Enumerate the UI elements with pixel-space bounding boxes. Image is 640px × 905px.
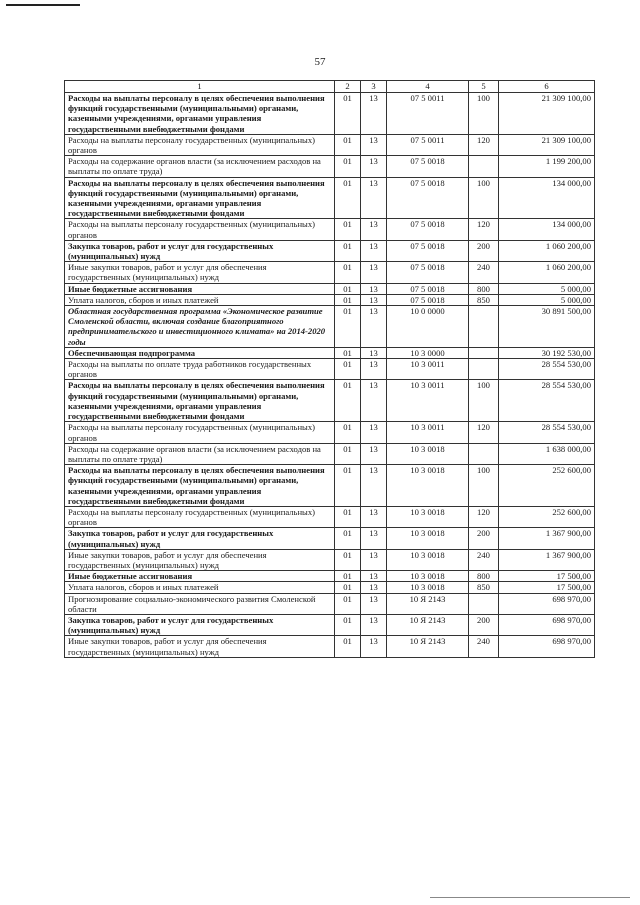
page-number: 57: [314, 56, 326, 68]
cell-expense-type: 200: [469, 528, 499, 549]
cell-expense-type: 120: [469, 506, 499, 527]
cell-target-article: 10 3 0018: [387, 582, 469, 593]
cell-target-article: 10 3 0011: [387, 380, 469, 422]
cell-name: Иные бюджетные ассигнования: [65, 283, 335, 294]
cell-expense-type: 240: [469, 636, 499, 657]
table-row: [65, 422, 595, 443]
cell-section: 01: [335, 593, 361, 614]
cell-amount: 134 000,00: [499, 219, 595, 240]
top-rule: [6, 4, 80, 6]
cell-name: Иные закупки товаров, работ и услуг для обеспечения государственных (муниципальных) нужд: [65, 262, 335, 283]
cell-name: Расходы на выплаты персоналу государственных (муниципальных) органов: [65, 422, 335, 443]
cell-subsection: 13: [361, 380, 387, 422]
cell-name: Расходы на выплаты персоналу государственных (муниципальных) органов: [65, 134, 335, 155]
cell-name: Закупка товаров, работ и услуг для государственных (муниципальных) нужд: [65, 528, 335, 549]
cell-amount: 252 600,00: [499, 506, 595, 527]
cell-name: Обеспечивающая подпрограмма: [65, 347, 335, 358]
cell-expense-type: 200: [469, 240, 499, 261]
cell-subsection: 13: [361, 549, 387, 570]
cell-subsection: 13: [361, 422, 387, 443]
table-row: [65, 380, 595, 422]
cell-amount: 698 970,00: [499, 636, 595, 657]
cell-section: 01: [335, 347, 361, 358]
cell-subsection: 13: [361, 134, 387, 155]
cell-amount: 1 060 200,00: [499, 240, 595, 261]
cell-amount: 5 000,00: [499, 294, 595, 305]
cell-amount: 134 000,00: [499, 177, 595, 219]
cell-expense-type: 850: [469, 582, 499, 593]
cell-expense-type: 100: [469, 93, 499, 135]
cell-section: 01: [335, 359, 361, 380]
cell-amount: 30 192 530,00: [499, 347, 595, 358]
table-row: [65, 506, 595, 527]
table-row: [65, 306, 595, 348]
cell-expense-type: 240: [469, 549, 499, 570]
table-row: [65, 240, 595, 261]
table-row: [65, 134, 595, 155]
budget-table: [64, 80, 595, 658]
cell-amount: 698 970,00: [499, 614, 595, 635]
cell-section: 01: [335, 549, 361, 570]
cell-amount: 21 309 100,00: [499, 93, 595, 135]
cell-expense-type: 800: [469, 283, 499, 294]
cell-section: 01: [335, 443, 361, 464]
cell-section: 01: [335, 294, 361, 305]
cell-name: Уплата налогов, сборов и иных платежей: [65, 582, 335, 593]
cell-target-article: 10 3 0011: [387, 359, 469, 380]
cell-expense-type: 100: [469, 177, 499, 219]
cell-subsection: 13: [361, 347, 387, 358]
cell-expense-type: [469, 306, 499, 348]
cell-section: 01: [335, 262, 361, 283]
cell-amount: 21 309 100,00: [499, 134, 595, 155]
table-row: [65, 93, 595, 135]
cell-name: Закупка товаров, работ и услуг для государственных (муниципальных) нужд: [65, 614, 335, 635]
cell-section: 01: [335, 177, 361, 219]
cell-expense-type: 100: [469, 380, 499, 422]
cell-section: 01: [335, 240, 361, 261]
table-row: [65, 636, 595, 657]
cell-subsection: 13: [361, 636, 387, 657]
table-row: [65, 528, 595, 549]
bottom-rule: [430, 897, 630, 898]
cell-amount: 5 000,00: [499, 283, 595, 294]
cell-target-article: 07 5 0018: [387, 294, 469, 305]
cell-section: 01: [335, 283, 361, 294]
table-row: [65, 465, 595, 507]
cell-subsection: 13: [361, 283, 387, 294]
cell-expense-type: [469, 359, 499, 380]
cell-target-article: 10 Я 2143: [387, 636, 469, 657]
cell-name: Расходы на выплаты персоналу в целях обеспечения выполнения функций государственными (муниципальными) органами, казенными учреждениями, органами управления государственными внебюджетными фондами: [65, 380, 335, 422]
cell-expense-type: 850: [469, 294, 499, 305]
cell-target-article: 10 Я 2143: [387, 593, 469, 614]
cell-target-article: 07 5 0018: [387, 219, 469, 240]
cell-section: 01: [335, 582, 361, 593]
cell-expense-type: 200: [469, 614, 499, 635]
cell-expense-type: [469, 156, 499, 177]
cell-section: 01: [335, 614, 361, 635]
cell-target-article: 10 3 0018: [387, 549, 469, 570]
table-row: [65, 359, 595, 380]
cell-subsection: 13: [361, 177, 387, 219]
cell-subsection: 13: [361, 593, 387, 614]
cell-section: 01: [335, 219, 361, 240]
cell-amount: 28 554 530,00: [499, 380, 595, 422]
cell-target-article: 10 3 0000: [387, 347, 469, 358]
header-row: [65, 81, 595, 93]
cell-target-article: 07 5 0018: [387, 177, 469, 219]
cell-subsection: 13: [361, 294, 387, 305]
cell-name: Расходы на выплаты персоналу государственных (муниципальных) органов: [65, 219, 335, 240]
cell-name: Расходы на содержание органов власти (за исключением расходов на выплаты по оплате труда): [65, 156, 335, 177]
cell-name: Расходы на выплаты персоналу в целях обеспечения выполнения функций государственными (муниципальными) органами, казенными учреждениями, органами управления государственными внебюджетными фондами: [65, 177, 335, 219]
cell-subsection: 13: [361, 240, 387, 261]
cell-name: Иные бюджетные ассигнования: [65, 571, 335, 582]
cell-name: Расходы на выплаты персоналу в целях обеспечения выполнения функций государственными (муниципальными) органами, казенными учреждениями, органами управления государственными внебюджетными фондами: [65, 93, 335, 135]
table-row: [65, 614, 595, 635]
header-col-5: 5: [469, 81, 499, 93]
cell-target-article: 10 3 0018: [387, 443, 469, 464]
cell-name: Областная государственная программа «Экономическое развитие Смоленской области, включая создание благоприятного предпринимательского и инвестиционного климата» на 2014-2020 годы: [65, 306, 335, 348]
table-row: [65, 156, 595, 177]
cell-expense-type: [469, 347, 499, 358]
cell-amount: 1 199 200,00: [499, 156, 595, 177]
cell-amount: 30 891 500,00: [499, 306, 595, 348]
table-row: [65, 443, 595, 464]
cell-subsection: 13: [361, 528, 387, 549]
cell-target-article: 10 3 0018: [387, 571, 469, 582]
cell-target-article: 07 5 0018: [387, 240, 469, 261]
cell-section: 01: [335, 636, 361, 657]
cell-expense-type: 100: [469, 465, 499, 507]
table-row: [65, 593, 595, 614]
cell-expense-type: 800: [469, 571, 499, 582]
header-col-3: 3: [361, 81, 387, 93]
cell-target-article: 07 5 0011: [387, 93, 469, 135]
header-col-2: 2: [335, 81, 361, 93]
cell-target-article: 10 3 0018: [387, 465, 469, 507]
cell-subsection: 13: [361, 156, 387, 177]
cell-name: Иные закупки товаров, работ и услуг для обеспечения государственных (муниципальных) нужд: [65, 636, 335, 657]
cell-expense-type: 120: [469, 422, 499, 443]
cell-amount: 17 500,00: [499, 582, 595, 593]
cell-amount: 1 367 900,00: [499, 528, 595, 549]
cell-name: Уплата налогов, сборов и иных платежей: [65, 294, 335, 305]
table-body: [65, 93, 595, 658]
cell-section: 01: [335, 571, 361, 582]
cell-amount: 252 600,00: [499, 465, 595, 507]
cell-subsection: 13: [361, 465, 387, 507]
cell-name: Расходы на выплаты персоналу государственных (муниципальных) органов: [65, 506, 335, 527]
cell-subsection: 13: [361, 443, 387, 464]
cell-subsection: 13: [361, 614, 387, 635]
cell-name: Закупка товаров, работ и услуг для государственных (муниципальных) нужд: [65, 240, 335, 261]
cell-name: Расходы на содержание органов власти (за исключением расходов на выплаты по оплате труда): [65, 443, 335, 464]
table-header: [65, 81, 595, 93]
table-row: [65, 177, 595, 219]
cell-subsection: 13: [361, 506, 387, 527]
cell-expense-type: 120: [469, 134, 499, 155]
cell-section: 01: [335, 380, 361, 422]
header-col-6: 6: [499, 81, 595, 93]
cell-section: 01: [335, 93, 361, 135]
cell-expense-type: [469, 443, 499, 464]
cell-amount: 1 367 900,00: [499, 549, 595, 570]
cell-amount: 698 970,00: [499, 593, 595, 614]
cell-section: 01: [335, 156, 361, 177]
table-row: [65, 219, 595, 240]
cell-target-article: 07 5 0018: [387, 283, 469, 294]
cell-subsection: 13: [361, 93, 387, 135]
cell-target-article: 10 3 0018: [387, 528, 469, 549]
cell-name: Расходы на выплаты по оплате труда работников государственных органов: [65, 359, 335, 380]
table-row: [65, 283, 595, 294]
header-col-1: 1: [65, 81, 335, 93]
cell-subsection: 13: [361, 582, 387, 593]
cell-target-article: 10 0 0000: [387, 306, 469, 348]
table-row: [65, 347, 595, 358]
cell-amount: 17 500,00: [499, 571, 595, 582]
cell-subsection: 13: [361, 262, 387, 283]
cell-expense-type: [469, 593, 499, 614]
cell-subsection: 13: [361, 219, 387, 240]
cell-section: 01: [335, 465, 361, 507]
cell-section: 01: [335, 134, 361, 155]
cell-subsection: 13: [361, 306, 387, 348]
cell-section: 01: [335, 306, 361, 348]
cell-target-article: 07 5 0011: [387, 134, 469, 155]
table-row: [65, 294, 595, 305]
cell-target-article: 07 5 0018: [387, 262, 469, 283]
cell-amount: 1 638 000,00: [499, 443, 595, 464]
cell-subsection: 13: [361, 571, 387, 582]
cell-section: 01: [335, 506, 361, 527]
cell-section: 01: [335, 528, 361, 549]
cell-amount: 28 554 530,00: [499, 359, 595, 380]
cell-name: Расходы на выплаты персоналу в целях обеспечения выполнения функций государственными (муниципальными) органами, казенными учреждениями, органами управления государственными внебюджетными фондами: [65, 465, 335, 507]
table-row: [65, 571, 595, 582]
cell-subsection: 13: [361, 359, 387, 380]
cell-amount: 28 554 530,00: [499, 422, 595, 443]
cell-target-article: 10 3 0018: [387, 506, 469, 527]
cell-target-article: 10 Я 2143: [387, 614, 469, 635]
cell-section: 01: [335, 422, 361, 443]
table-row: [65, 582, 595, 593]
table-row: [65, 262, 595, 283]
cell-expense-type: 240: [469, 262, 499, 283]
cell-name: Иные закупки товаров, работ и услуг для обеспечения государственных (муниципальных) нужд: [65, 549, 335, 570]
cell-target-article: 07 5 0018: [387, 156, 469, 177]
cell-name: Прогнозирование социально-экономического развития Смоленской области: [65, 593, 335, 614]
cell-expense-type: 120: [469, 219, 499, 240]
table-row: [65, 549, 595, 570]
cell-target-article: 10 3 0011: [387, 422, 469, 443]
header-col-4: 4: [387, 81, 469, 93]
cell-amount: 1 060 200,00: [499, 262, 595, 283]
